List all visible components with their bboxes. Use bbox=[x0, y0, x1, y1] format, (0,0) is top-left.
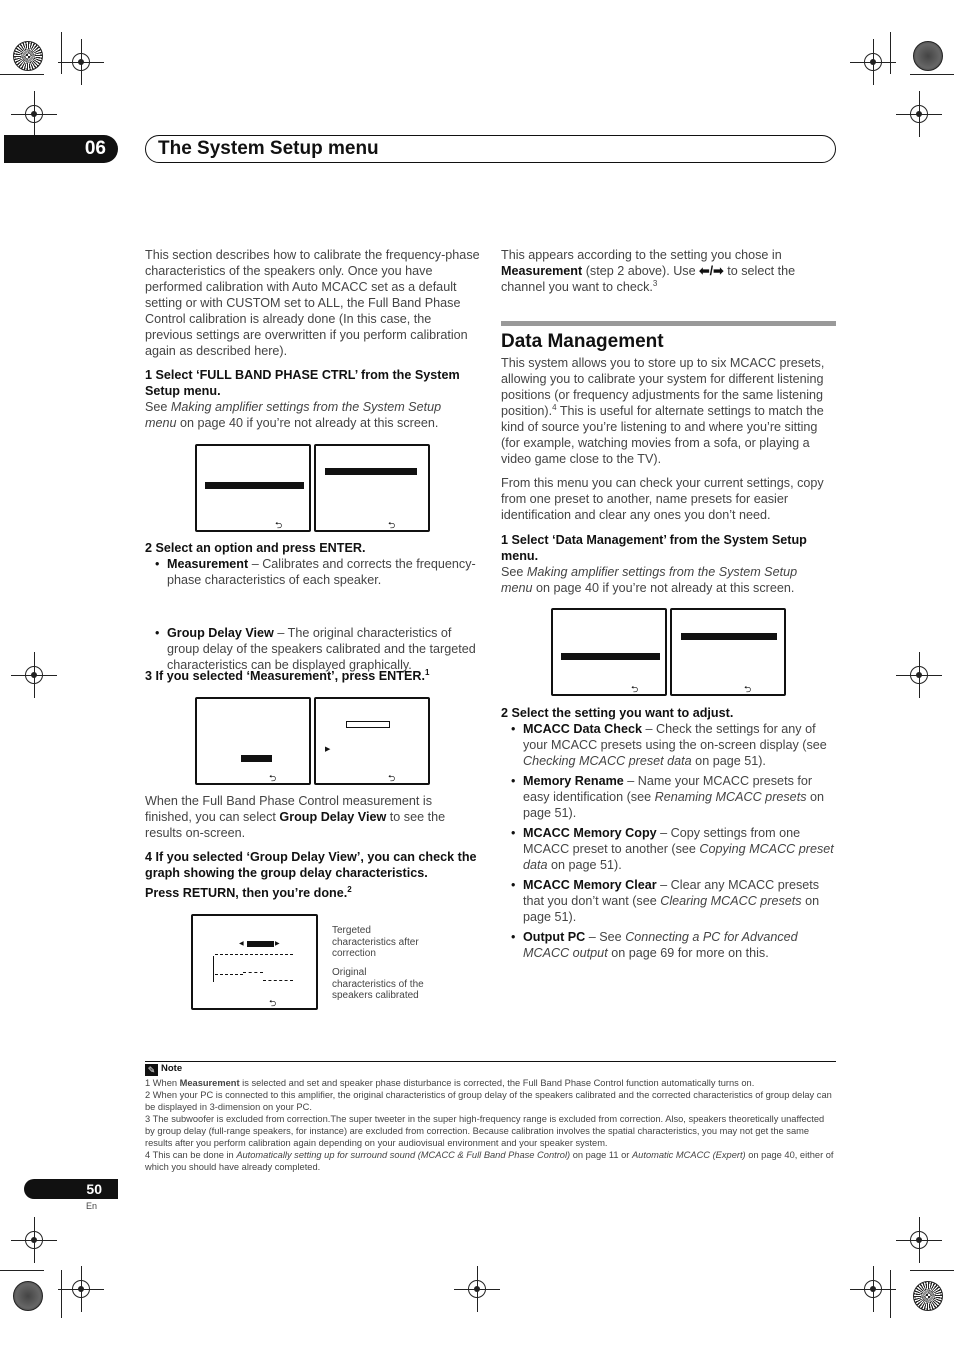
intro-text: This section describes how to calibrate the frequency-phase characteristics of the speakers only. Once you have performed calibration with Auto MCACC set as a default setting or with CUSTOM set to ALL, the Full Band Phase Control calibration is already done (In this case, the previous settings are overwritten if you perform calibration again as described here). bbox=[145, 248, 480, 358]
osd-screen-left bbox=[195, 697, 311, 785]
item-text: on page 51). bbox=[547, 858, 622, 872]
item-label: Memory Rename bbox=[523, 774, 624, 788]
crosshair-mark bbox=[21, 1227, 47, 1253]
footnote-ref: 2 bbox=[347, 884, 352, 894]
item-text: – Name your MCACC presets for easy identification (see bbox=[523, 774, 813, 804]
note-bold: Measurement bbox=[179, 1078, 240, 1088]
data-mgmt-para-2: From this menu you can check your current settings, copy from one preset to another, name presets for easier identification and clear any ones you don’t need. bbox=[501, 476, 824, 522]
right-step-1-see bbox=[501, 564, 831, 596]
cross-ref: Automatic MCACC (Expert) bbox=[631, 1150, 746, 1160]
crosshair-mark bbox=[906, 1227, 932, 1253]
item-label: MCACC Memory Copy bbox=[523, 826, 657, 840]
return-arrow-icon: ⮌ bbox=[269, 998, 277, 1008]
group-delay-screen bbox=[191, 914, 318, 1010]
crosshair-mark bbox=[21, 662, 47, 688]
section-title: Data Management bbox=[501, 331, 664, 352]
pencil-note-icon: ✎ bbox=[145, 1064, 158, 1076]
highlight-bar bbox=[561, 653, 660, 660]
trim-line bbox=[0, 74, 44, 75]
return-arrow-icon: ⮌ bbox=[388, 520, 396, 530]
step-3-heading bbox=[145, 668, 480, 684]
return-arrow-icon: ⮌ bbox=[388, 773, 396, 783]
crosshair-mark bbox=[21, 101, 47, 127]
trim-line bbox=[910, 1270, 954, 1271]
return-arrow-icon: ⮌ bbox=[275, 520, 283, 530]
para-text: When the Full Band Phase Control measurement is finished, you can select bbox=[145, 794, 432, 824]
trim-line bbox=[910, 74, 954, 75]
progress-box bbox=[346, 721, 390, 728]
step-1-see bbox=[145, 399, 475, 431]
para-text: to see the results on-screen. bbox=[145, 810, 446, 840]
step-4-text: 4 If you selected ‘Group Delay View’, you can check the graph showing the group delay characteristics. bbox=[145, 850, 477, 880]
right-step-1-heading: 1 Select ‘Data Management’ from the System Setup menu. bbox=[501, 533, 807, 563]
bullet-text: – The original characteristics of group delay of the speakers calibrated and the targeted characteristics can be displayed graphically. bbox=[167, 626, 476, 672]
registration-wheel bbox=[913, 41, 943, 71]
item-label: MCACC Memory Clear bbox=[523, 878, 657, 892]
notes-title: Note bbox=[161, 1063, 183, 1074]
bullet-label: Measurement bbox=[167, 557, 249, 571]
step-4-text-b bbox=[145, 885, 480, 901]
trim-line bbox=[61, 32, 62, 74]
crosshair-mark bbox=[860, 49, 886, 75]
note-1 bbox=[145, 1077, 836, 1089]
trim-line bbox=[890, 32, 891, 74]
item-text: – Clear any MCACC presets that you don’t want (see bbox=[523, 878, 820, 908]
item-text: – Check the settings for any of your MCACC presets using the on-screen display (see bbox=[523, 722, 827, 752]
cross-ref: Making amplifier settings from the System Setup menu bbox=[501, 565, 798, 595]
note-text: is selected and set and speaker phase disturbance is corrected, the Full Band Phase Control function automatically turns on. bbox=[239, 1078, 755, 1088]
after-measurement-paragraph bbox=[145, 793, 480, 841]
footnote-ref: 4 bbox=[552, 402, 557, 412]
left-right-arrow-icon: ⬅/➡ bbox=[699, 264, 724, 278]
registration-wheel bbox=[913, 1281, 943, 1311]
osd-screen-left bbox=[195, 444, 311, 532]
highlight-bar bbox=[681, 633, 777, 640]
crosshair-mark bbox=[860, 1276, 886, 1302]
note-2: 2 When your PC is connected to this amplifier, the original characteristics of group delay of the speakers calibrated and the corrected characteristics of group delay can be displayed in 3-dimension on your PC. bbox=[145, 1090, 832, 1112]
para-text: This system allows you to store up to six MCACC presets, allowing you to calibrate your system for different listening positions (or frequency adjustments for the same listening position). bbox=[501, 356, 825, 418]
return-arrow-icon: ⮌ bbox=[269, 773, 277, 783]
original-curve bbox=[243, 972, 263, 973]
cursor-arrow-icon: ▶ bbox=[325, 746, 331, 753]
para-text: This is useful for alternate settings to match the kind of source you’re listening to and where you’re sitting (for example, watching movies from a sofa, or playing a video game close to the TV). bbox=[501, 404, 824, 466]
para-text: to select the channel you want to check. bbox=[501, 264, 796, 294]
left-arrow-icon: ◀ bbox=[239, 941, 244, 947]
list-item bbox=[501, 825, 836, 873]
channel-label-bar bbox=[247, 941, 274, 947]
see-text: on page 40 if you’re not already at this screen. bbox=[176, 416, 439, 430]
see-text: on page 40 if you’re not already at this screen. bbox=[532, 581, 795, 595]
step-3-text: 3 If you selected ‘Measurement’, press ENTER. bbox=[145, 669, 425, 683]
target-curve bbox=[215, 954, 293, 955]
bullet-group-delay bbox=[145, 625, 482, 673]
caption-target: Tergeted characteristics after correction bbox=[332, 925, 419, 959]
caption-original: Original characteristics of the speakers calibrated bbox=[332, 967, 424, 1001]
footnote-ref: 3 bbox=[652, 278, 658, 288]
note-text: on page 11 or bbox=[570, 1150, 632, 1160]
note-text: on page 40, either of which you should have already completed. bbox=[145, 1150, 834, 1172]
trim-line bbox=[890, 1270, 891, 1318]
note-4 bbox=[145, 1149, 836, 1173]
right-intro bbox=[501, 247, 836, 295]
note-3: 3 The subwoofer is excluded from correction.The super tweeter in the super high-frequency range is excluded from correction. Also, speakers theoretically unaffected by group delay (full-range speakers, for instance) are excluded from correction. Because calibration involves the spatial characteristics, you may not get the same results after you perform calibration again depending on your audiovisual environment and your speaker system. bbox=[145, 1114, 825, 1148]
bullet-text: – Calibrates and corrects the frequency-phase characteristics of each speaker. bbox=[167, 557, 476, 587]
registration-wheel bbox=[13, 41, 43, 71]
highlight-bar bbox=[241, 755, 272, 762]
graph-axis bbox=[213, 956, 214, 982]
para-bold: Group Delay View bbox=[279, 810, 387, 824]
bullet-label: Group Delay View bbox=[167, 626, 274, 640]
cross-ref: Automatically setting up for surround sound (MCACC & Full Band Phase Control) bbox=[236, 1150, 571, 1160]
highlight-bar bbox=[205, 482, 304, 489]
cross-ref: Connecting a PC for Advanced MCACC output bbox=[523, 930, 798, 960]
crosshair-mark bbox=[68, 49, 94, 75]
item-text: on page 51). bbox=[523, 790, 825, 820]
cross-ref: Making amplifier settings from the System Setup menu bbox=[145, 400, 442, 430]
step-2-heading: 2 Select an option and press ENTER. bbox=[145, 541, 366, 555]
settings-list bbox=[501, 721, 836, 961]
para-text: This appears according to the setting you chose in bbox=[501, 248, 782, 262]
see-text: See bbox=[501, 565, 527, 579]
cross-ref: Copying MCACC preset data bbox=[523, 842, 834, 872]
crosshair-mark bbox=[906, 101, 932, 127]
return-arrow-icon: ⮌ bbox=[744, 684, 752, 694]
chapter-number: 06 bbox=[4, 135, 118, 163]
right-step-2-heading: 2 Select the setting you want to adjust. bbox=[501, 706, 734, 720]
osd-screen-right bbox=[314, 444, 430, 532]
cross-ref: Renaming MCACC presets bbox=[654, 790, 807, 804]
section-rule bbox=[501, 321, 836, 326]
data-mgmt-para-1 bbox=[501, 355, 836, 467]
trim-line bbox=[0, 1270, 44, 1271]
osd-screen-left bbox=[551, 608, 667, 696]
return-arrow-icon: ⮌ bbox=[631, 684, 639, 694]
cross-ref: Clearing MCACC presets bbox=[660, 894, 802, 908]
list-item bbox=[501, 877, 836, 925]
step-1-heading bbox=[145, 367, 480, 399]
footnote-ref: 1 bbox=[424, 667, 430, 677]
cross-ref: Checking MCACC preset data bbox=[523, 754, 692, 768]
item-label: MCACC Data Check bbox=[523, 722, 642, 736]
item-text: – See bbox=[585, 930, 626, 944]
osd-screen-right bbox=[670, 608, 786, 696]
crosshair-mark bbox=[906, 662, 932, 688]
list-item bbox=[501, 773, 836, 821]
list-item bbox=[501, 929, 836, 961]
item-text: on page 69 for more on this. bbox=[607, 946, 769, 960]
step-4-done: Press RETURN, then you’re done. bbox=[145, 886, 348, 900]
chapter-title: The System Setup menu bbox=[145, 135, 836, 163]
step-4-heading bbox=[145, 849, 480, 901]
see-text: See bbox=[145, 400, 171, 414]
crosshair-mark bbox=[68, 1276, 94, 1302]
registration-wheel bbox=[13, 1281, 43, 1311]
original-curve bbox=[263, 980, 293, 981]
highlight-bar bbox=[325, 468, 417, 475]
intro-paragraph bbox=[145, 247, 480, 359]
para-text: (step 2 above). Use bbox=[582, 264, 700, 278]
language-code: En bbox=[86, 1201, 98, 1211]
original-curve bbox=[215, 974, 243, 975]
note-text: 1 When bbox=[145, 1078, 180, 1088]
osd-screen-right bbox=[314, 697, 430, 785]
crosshair-mark bbox=[464, 1276, 490, 1302]
step-1-text: 1 Select ‘FULL BAND PHASE CTRL’ from the System Setup menu. bbox=[145, 368, 460, 398]
note-text: 4 This can be done in bbox=[145, 1150, 237, 1160]
item-label: Output PC bbox=[523, 930, 586, 944]
right-arrow-icon: ▶ bbox=[275, 941, 280, 947]
para-bold: Measurement bbox=[501, 264, 583, 278]
item-text: – Copy settings from one MCACC preset to another (see bbox=[523, 826, 801, 856]
item-text: on page 51). bbox=[691, 754, 766, 768]
bullet-measurement bbox=[145, 556, 482, 588]
page-number: 50 bbox=[24, 1179, 118, 1199]
notes-list bbox=[145, 1077, 836, 1173]
list-item bbox=[501, 721, 836, 769]
item-text: on page 51). bbox=[523, 894, 820, 924]
notes-rule bbox=[145, 1061, 836, 1062]
trim-line bbox=[61, 1270, 62, 1318]
